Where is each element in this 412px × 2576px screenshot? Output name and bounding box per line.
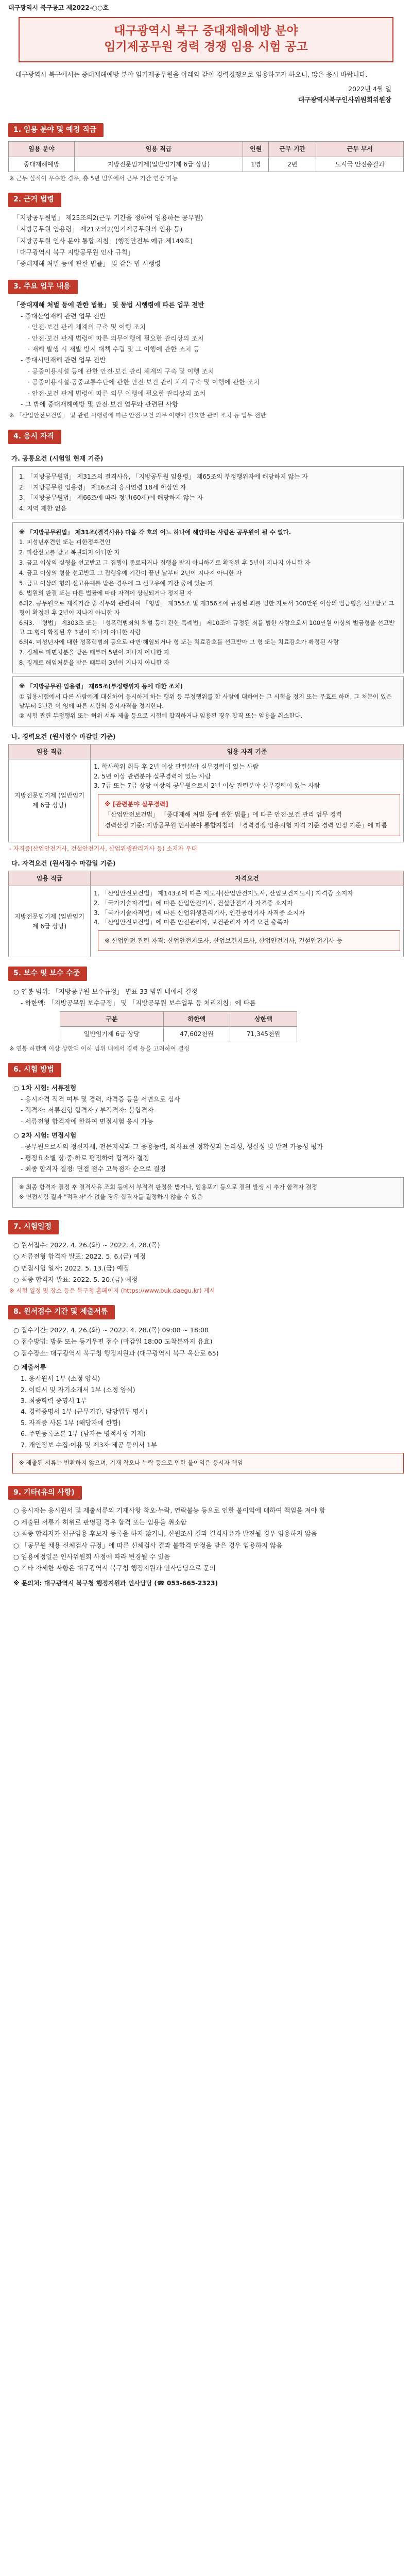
duty-item: · 안전·보건 관리 체계의 구축 및 이행 조치 [28, 323, 146, 331]
application-item: ○ 접수장소: 대구광역시 북구청 행정지원과 (대구광역시 북구 옥산로 65) [13, 1349, 219, 1357]
career-note: ※ [관련분야 실무경력] [105, 800, 168, 808]
duty-group-1: - 중대산업재해 관련 업무 전반 [21, 312, 106, 320]
career-note: 「산업안전보건법」 「중대재해 처벌 등에 관한 법률」에 따른 안전·보건 관리 업무 경력 [105, 811, 342, 819]
document-item: 6. 주민등록초본 1부 (남자는 병적사항 기재) [21, 1430, 146, 1438]
notice-number: 대구광역시 북구공고 제2022-○○호 [8, 4, 109, 11]
title-line-2: 임기제공무원 경력 경쟁 임용 시험 공고 [104, 40, 308, 54]
disqualification-item: ※ 「지방공무원법」 제31조(결격사유) 다음 각 호의 어느 하나에 해당하는 사람은 공무원이 될 수 없다. [19, 528, 291, 536]
caution-item: ○ 제출된 서류가 허위로 판명될 경우 합격 또는 임용을 취소함 [13, 1518, 187, 1526]
duty-item: · 공중이용시설·공중교통수단에 관한 안전·보건 관리 체계 구축 및 이행에 관한 조치 [28, 378, 260, 386]
list-item: 「중대재해 처벌 등에 관한 법률」 및 같은 법 시행령 [13, 260, 161, 268]
qualification-note-box [98, 930, 400, 952]
qualification-table [8, 871, 404, 958]
disqualification-item: 6의3. 「형법」 제303조 또는 「성폭력범죄의 처벌 등에 관한 특례법」 제10조에 규정된 죄를 범한 사람으로서 100만원 이상의 벌금형을 선고받고 그 형이 확정된 후 3년이 지나지 아니한 사람 [19, 619, 395, 636]
document-item: 2. 이력서 및 자기소개서 1부 (소정 양식) [21, 1385, 135, 1394]
requirement-item: 1. 「지방공무원법」 제31조의 결격사유, 「지방공무원 임용령」 제65조의 부정행위자에 해당하지 않는 자 [19, 473, 308, 481]
position-table [8, 141, 404, 172]
list-item: 「지방공무원 인사 분야 통합 지침」(행정안전부 예규 제149호) [13, 236, 193, 245]
schedule-item: ○ 서류전형 합격자 발표: 2022. 5. 6.(금) 예정 [13, 1252, 146, 1261]
salary-table [60, 1011, 297, 1042]
list-item: ○ 연봉 범위: 「지방공무원 보수규정」 별표 33 범위 내에서 결정 [13, 988, 198, 996]
caution-item: ○ 「공무원 채용 신체검사 규정」에 따른 신체검사 결과 불합격 판정을 받은 경우 임용하지 않음 [13, 1541, 283, 1549]
career-note-box [98, 794, 400, 836]
table-cell: 지방전문임기제 (일반임기제 6급 상당) [9, 886, 91, 957]
duty-etc: - 그 밖에 중대재해예방 및 안전·보건 업무와 관련된 사항 [21, 400, 178, 408]
disqualification-item: 7. 징계로 파면처분을 받은 때부터 5년이 지나지 아니한 자 [19, 649, 169, 656]
exam-item: - 적격자: 서류전형 합격자 / 부적격자: 불합격자 [21, 1106, 154, 1114]
disqualification-item: 6의4. 미성년자에 대한 성폭력범죄 등으로 파면·해임되거나 형 또는 치료감호를 선고받아 그 형 또는 치료감호가 확정된 사람 [19, 638, 339, 646]
disqualification-item: 8. 징계로 해임처분을 받은 때부터 3년이 지나지 아니한 자 [19, 659, 169, 667]
intro-text: 대구광역시 북구에서는 중대재해예방 분야 임기제공무원을 아래와 같이 경력경쟁으로 임용하고자 하오니, 많은 응시 바랍니다. [15, 70, 368, 78]
title-box [19, 17, 393, 62]
table-cell: 도시국 안전총괄과 [316, 157, 404, 172]
schedule-item: ○ 원서접수: 2022. 4. 26.(화) ~ 2022. 4. 28.(목) [13, 1241, 160, 1249]
disqualification-item: 3. 금고 이상의 실형을 선고받고 그 집행이 종료되거나 집행을 받지 아니하기로 확정된 후 5년이 지나지 아니한 자 [19, 558, 311, 566]
requirement-item: 4. 지역 제한 없음 [19, 504, 67, 512]
career-requirements-title: 나. 경력요건 (원서접수 마감일 기준) [11, 733, 116, 741]
document-item: 7. 개인정보 수집·이용 및 제3자 제공 동의서 1부 [21, 1440, 157, 1449]
qualification-note: ※ 산업안전 관련 자격: 산업안전지도사, 산업보건지도사, 산업안전기사, 건설안전기사 등 [105, 937, 342, 944]
section-3-header: 3. 주요 업무 내용 [8, 280, 78, 294]
document-item: 1. 응시원서 1부 (소정 양식) [21, 1375, 100, 1383]
career-table [8, 744, 404, 842]
exam-note: ※ 면접시험 결과 "적격자"가 없을 경우 합격자를 결정하지 않을 수 있음 [19, 1193, 203, 1201]
table-cell: 일반임기제 6급 상당 [60, 1027, 164, 1042]
common-requirements-box [12, 466, 404, 519]
table-header: 임용 직급 [9, 744, 91, 759]
career-item: 1. 학사학위 취득 후 2년 이상 관련분야 실무경력이 있는 사람 [94, 763, 259, 771]
exam-item: - 공무원으로서의 정신자세, 전문지식과 그 응용능력, 의사표현 정확성과 논리성, 성실성 및 발전 가능성 평가 [21, 1143, 323, 1151]
table-header: 자격요건 [91, 871, 404, 886]
caution-item: ○ 응시자는 응시원서 및 제출서류의 기재사항 착오·누락, 연락불능 등으로 인한 불이익에 대하여 책임을 져야 함 [13, 1506, 325, 1515]
misconduct-item: ① 임용시험에서 다른 사람에게 대신하여 응시하게 하는 행위 등 부정행위를 한 사람에 대하여는 그 시험을 정지 또는 무효로 하며, 그 처분이 있은 날부터 5년간 이 영에 따른 시험의 응시자격을 정지한다. [19, 692, 392, 709]
caution-item: ○ 임용예정일은 인사위원회 사정에 따라 변경될 수 있음 [13, 1552, 170, 1561]
section-3-note: ※ 「산업안전보건법」 및 관련 시행령에 따른 안전·보건 의무 이행에 필요한 관리 조치 등 업무 전반 [9, 412, 266, 419]
documents-note-box [12, 1453, 404, 1473]
qualification-item: 1. 「산업안전보건법」 제143조에 따른 지도사(산업안전지도사, 산업보건지도사) 자격증 소지자 [94, 890, 353, 897]
section-7-header: 7. 시험일정 [8, 1220, 59, 1234]
list-item: 「대구광역시 북구 지방공무원 인사 규칙」 [13, 248, 134, 257]
table-header: 임용 직급 [74, 142, 243, 157]
requirement-item: 3. 「지방공무원법」 제66조에 따라 정년(60세)에 해당하지 않는 자 [19, 494, 203, 502]
duty-item: · 재해 발생 시 재발 방지 대책 수립 및 그 이행에 관한 조치 등 [28, 345, 200, 353]
misconduct-title: ※ 「지방공무원 임용령」 제65조(부정행위자 등에 대한 조치) [19, 682, 183, 690]
section-6-header: 6. 시험 방법 [8, 1063, 61, 1077]
list-item: - 하한액: 「지방공무원 보수규정」 및 「지방공무원 보수업무 등 처리지침」에 따름 [21, 999, 256, 1007]
documents-title: ○ 제출서류 [13, 1363, 46, 1371]
section-4-header: 4. 응시 자격 [8, 430, 61, 444]
disqualification-box [12, 522, 404, 673]
caution-item: ○ 최종 합격자가 신규임용 후보자 등록을 하지 않거나, 신원조사 결과 결격사유가 발견될 경우 임용하지 않음 [13, 1530, 317, 1538]
notice-date: 2022년 4월 일 [348, 85, 391, 93]
caution-item: ○ 기타 자세한 사항은 대구광역시 북구청 행정지원과 인사담당으로 문의 [13, 1564, 216, 1572]
exam-item: - 평정요소별 상·중·하로 평정하여 합격자 결정 [21, 1154, 149, 1162]
schedule-item: ○ 면접시험 일자: 2022. 5. 13.(금) 예정 [13, 1264, 129, 1272]
disqualification-item: 4. 금고 이상의 형을 선고받고 그 집행유예 기간이 끝난 날부터 2년이 지나지 아니한 자 [19, 569, 242, 577]
disqualification-item: 5. 금고 이상의 형의 선고유예를 받은 경우에 그 선고유예 기간 중에 있는 자 [19, 579, 213, 587]
common-requirements-title: 가. 공통요건 (시험일 현재 기준) [11, 454, 104, 462]
table-header: 근무 기간 [269, 142, 316, 157]
document-item: 3. 최종학력 증명서 1부 [21, 1397, 87, 1405]
exam-note: ※ 최종 합격자 결정 후 결격사유 조회 등에서 부적격 판정을 받거나, 임용포기 등으로 결원 발생 시 추가 합격자 결정 [19, 1183, 317, 1191]
section-5-header: 5. 보수 및 보수 수준 [8, 967, 87, 981]
table-cell: 지방전문임기제 (일반임기제 6급 상당) [9, 759, 91, 842]
table-header: 하한액 [163, 1011, 230, 1027]
contact-info: ※ 문의처: 대구광역시 북구청 행정지원과 인사담당 (☎ 053-665-2323) [13, 1579, 218, 1587]
qualification-item: 2. 「국가기술자격법」에 따른 산업안전기사, 건설안전기사 자격증 소지자 [94, 900, 293, 907]
list-item: 「지방공무원법」 제25조의2(근무 기간을 정하여 임용하는 공무원) [13, 213, 203, 222]
career-item: 2. 5년 이상 관련분야 실무경력이 있는 사람 [94, 772, 211, 780]
duty-item: · 공중이용시설 등에 관한 안전·보건 관리 체계의 구축 및 이행 조치 [28, 367, 214, 375]
duty-item: · 안전·보건 관계 법령에 따른 의무이행에 필요한 관리상의 조치 [28, 334, 204, 342]
issuer: 대구광역시북구인사위원회위원장 [298, 96, 391, 104]
application-item: ○ 접수방법: 방문 또는 등기우편 접수 (마감일 18:00 도착분까지 유효) [13, 1337, 213, 1346]
table-cell: 47,602천원 [163, 1027, 230, 1042]
documents-note: ※ 제출된 서류는 반환하지 않으며, 기재 착오나 누락 등으로 인한 불이익은 응시자 책임 [19, 1459, 243, 1466]
table-header: 상한액 [230, 1011, 297, 1027]
table-header: 근무 부서 [316, 142, 404, 157]
table-header: 임용 직급 [9, 871, 91, 886]
schedule-item: ○ 최종 합격자 발표: 2022. 5. 20.(금) 예정 [13, 1275, 138, 1283]
disqualification-item: 2. 파산선고를 받고 복권되지 아니한 자 [19, 549, 120, 556]
list-item: 「지방공무원 임용령」 제21조의2(임기제공무원의 임용 등) [13, 225, 183, 233]
misconduct-item: ② 시험 관련 부정행위 또는 허위 서류 제출 등으로 시험에 합격하거나 임용된 경우 합격 또는 임용을 취소한다. [19, 712, 303, 720]
table-header: 임용 분야 [9, 142, 75, 157]
qualification-title: 다. 자격요건 (원서접수 마감일 기준) [11, 859, 116, 868]
requirement-item: 2. 「지방공무원 임용령」 제16조의 응시연령 18세 이상인 자 [19, 483, 186, 491]
table-cell: 중대재해예방 [9, 157, 75, 172]
application-item: ○ 접수기간: 2022. 4. 26.(화) ~ 2022. 4. 28.(목) 09:00 ~ 18:00 [13, 1326, 209, 1334]
section-1-header: 1. 임용 분야 및 예정 직급 [8, 123, 104, 138]
exam-item: - 서류전형 합격자에 한하여 면접시험 응시 가능 [21, 1117, 153, 1125]
duty-lead: 「중대재해 처벌 등에 관한 법률」 및 동법 시행령에 따른 업무 전반 [13, 300, 204, 309]
exam-item: - 최종 합격자 결정: 면접 점수 고득점자 순으로 결정 [21, 1165, 166, 1173]
section-8-header: 8. 원서접수 기간 및 제출서류 [8, 1305, 115, 1319]
career-note: 경력산정 기준: 지방공무원 인사분야 통합지침의 「경력경쟁 임용시험 자격 기준 경력 인정 기준」에 따름 [105, 822, 388, 829]
table-cell: 71,345천원 [230, 1027, 297, 1042]
schedule-note: ※ 시험 일정 및 장소 등은 북구청 홈페이지 (https://www.buk.daegu.kr) 게시 [9, 1287, 215, 1295]
qualification-item: 4. 「산업안전보건법」에 따른 안전관리자, 보건관리자 자격 요건 충족자 [94, 919, 289, 926]
misconduct-box [12, 676, 404, 726]
qualification-item: 3. 「국가기술자격법」에 따른 산업위생관리기사, 인간공학기사 자격증 소지자 [94, 909, 305, 917]
disqualification-item: 6. 법원의 판결 또는 다른 법률에 따라 자격이 상실되거나 정지된 자 [19, 589, 193, 597]
table-cell: 1명 [243, 157, 269, 172]
salary-note: ※ 연봉 하한액 이상 상한액 이하 범위 내에서 경력 등을 고려하여 결정 [9, 1045, 190, 1053]
exam-item: ○ 1차 시험: 서류전형 [13, 1083, 77, 1092]
exam-item: - 응시자격 적격 여부 및 경력, 자격증 등을 서면으로 심사 [21, 1095, 180, 1103]
cert-preference-note: - 자격증(산업안전기사, 건설안전기사, 산업위생관리기사 등) 소지자 우대 [9, 844, 197, 852]
table-cell: 지방전문임기제(일반임기제 6급 상당) [74, 157, 243, 172]
table-header: 임용 자격 기준 [91, 744, 404, 759]
table-header: 인원 [243, 142, 269, 157]
section-1-note: ※ 근무 실적이 우수한 경우, 총 5년 범위에서 근무 기간 연장 가능 [9, 175, 178, 182]
title-line-1: 대구광역시 북구 중대재해예방 분야 [114, 24, 298, 38]
disqualification-item: 1. 피성년후견인 또는 피한정후견인 [19, 538, 111, 546]
duty-group-2: - 중대시민재해 관련 업무 전반 [21, 356, 106, 364]
table-cell: 2년 [269, 157, 316, 172]
career-item: 3. 7급 또는 7급 상당 이상의 공무원으로서 2년 이상 관련분야 실무경력이 있는 사람 [94, 782, 320, 790]
exam-note-box [12, 1177, 404, 1208]
table-cell [91, 886, 404, 957]
table-cell [91, 759, 404, 842]
document-item: 5. 자격증 사본 1부 (해당자에 한함) [21, 1418, 121, 1427]
section-2-header: 2. 근거 법령 [8, 193, 61, 207]
disqualification-item: 6의2. 공무원으로 재직기간 중 직무와 관련하여 「형법」 제355조 및 제356조에 규정된 죄를 범한 자로서 300만원 이상의 벌금형을 선고받고 그 형이 확정된 후 2년이 지나지 아니한 자 [19, 600, 394, 616]
document-item: 4. 경력증명서 1부 (근무기간, 담당업무 명시) [21, 1408, 148, 1416]
section-9-header: 9. 기타(유의 사항) [8, 1486, 82, 1500]
signature-block [8, 83, 391, 106]
exam-item: ○ 2차 시험: 면접시험 [13, 1131, 77, 1140]
duty-item: · 안전·보건 관계 법령에 따른 의무 이행에 필요한 관리상의 조치 [28, 389, 206, 397]
table-header: 구분 [60, 1011, 164, 1027]
